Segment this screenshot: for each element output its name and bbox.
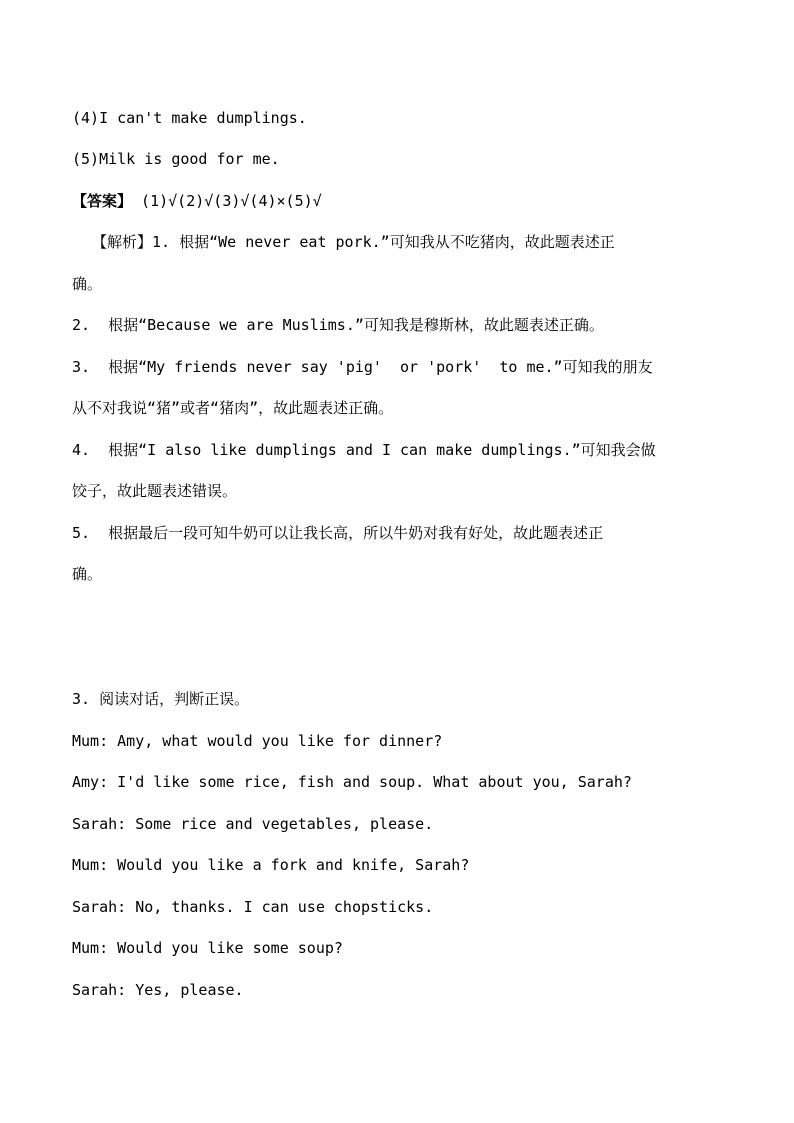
- dialogue-line: Sarah: Yes, please.: [72, 981, 244, 999]
- analysis-line-4: 4. 根据“I also like dumplings and I can make dumplings.”可知我会做: [72, 441, 656, 459]
- analysis-line-5-cont: 确。: [72, 565, 103, 583]
- statement-5: (5)Milk is good for me.: [72, 150, 280, 168]
- dialogue-line: Mum: Would you like some soup?: [72, 939, 343, 957]
- dialogue-line: Amy: I'd like some rice, fish and soup. What about you, Sarah?: [72, 773, 632, 791]
- statement-4: (4)I can't make dumplings.: [72, 109, 307, 127]
- analysis-line-1: 【解析】1. 根据“We never eat pork.”可知我从不吃猪肉，故此题表述正: [92, 233, 615, 251]
- dialogue-line: Mum: Amy, what would you like for dinner?: [72, 732, 443, 750]
- dialogue-line: Sarah: No, thanks. I can use chopsticks.: [72, 898, 434, 916]
- analysis-line-1-cont: 确。: [72, 275, 103, 293]
- analysis-line-5: 5. 根据最后一段可知牛奶可以让我长高，所以牛奶对我有好处，故此题表述正: [72, 524, 604, 542]
- answer-value: (1)√(2)√(3)√(4)×(5)√: [132, 192, 322, 210]
- analysis-line-4-cont: 饺子，故此题表述错误。: [72, 482, 238, 500]
- question-3-title: 3. 阅读对话，判断正误。: [72, 690, 250, 708]
- dialogue-line: Mum: Would you like a fork and knife, Sarah?: [72, 856, 470, 874]
- dialogue-line: Sarah: Some rice and vegetables, please.: [72, 815, 434, 833]
- answer-label: 【答案】: [72, 192, 133, 210]
- answer-line: [72, 191, 732, 211]
- analysis-line-3: 3. 根据“My friends never say 'pig' or 'pork' to me.”可知我的朋友: [72, 358, 653, 376]
- analysis-line-2: 2. 根据“Because we are Muslims.”可知我是穆斯林，故此题表述正确。: [72, 316, 604, 334]
- analysis-line-3-cont: 从不对我说“猪”或者“猪肉”，故此题表述正确。: [72, 399, 394, 417]
